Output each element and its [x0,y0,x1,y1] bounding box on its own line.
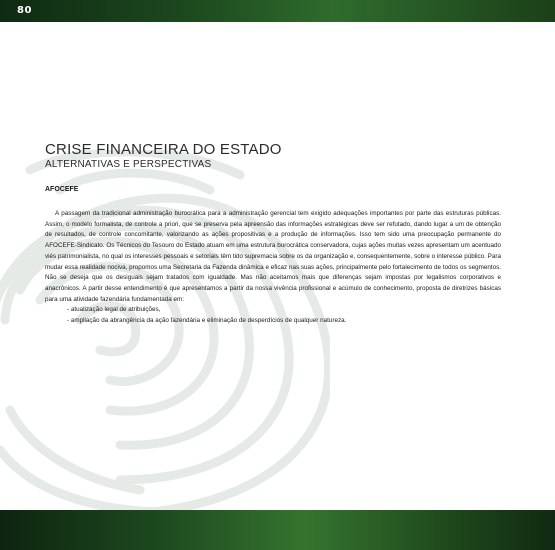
article-subtitle: ALTERNATIVAS E PERSPECTIVAS [45,159,212,170]
guideline-list [45,305,501,326]
guideline-item: - atualização legal de atribuições, [67,306,161,314]
fingerprint-watermark [0,150,330,510]
article-body [45,209,501,327]
fingerprint-icon [0,150,330,510]
bottom-bar [0,510,555,550]
body-paragraph: A passagem da tradicional administração burocrática para a administração gerencial tem exigido adequações importantes por parte das estruturas públicas. Assim, o modelo formalista, de controle a priori, que se preserva pela apreensão das informações estratégicas deve ser refutado, dando lugar a um de obtenção de resultados, de controle concomitante, valorizando as ações propositivas e a produção de informações. Isso tem sido uma preocupação permanente do AFOCEFE-Sindicato. Os Técnicos do Tesouro do Estado atuam em uma estrutura burocrática conservadora, cujas ações muitas vezes apresentam um acentuado viés patrimonialista, no qual os interesses pessoais e setoriais têm tido supremacia sobre os da organização e, consequentemente, sobre o interesse público. Para mudar essa realidade nociva, propomos uma Secretaria da Fazenda dinâmica e eficaz nas suas ações, principalmente pelo fortalecimento de todos os segmentos. Não se deseja que os desiguais sejam tratados com igualdade. Mas não aceitamos mais que diferenças sejam impostas por legalismos corporativos e anacrônicos. A partir desse entendimento é que apresentamos a partir da nossa vivência profissional e acúmulo de conhecimento, proposta de diretrizes básicas para uma atividade fazendária fundamentada em: [45,210,501,303]
guideline-item: - ampliação da abrangência da ação fazendária e eliminação de desperdícios de qualquer natureza. [67,317,347,325]
article-title: CRISE FINANCEIRA DO ESTADO [45,141,282,158]
article-author: AFOCEFE [45,186,79,193]
top-bar [0,0,555,22]
page-number: 80 [17,5,32,16]
